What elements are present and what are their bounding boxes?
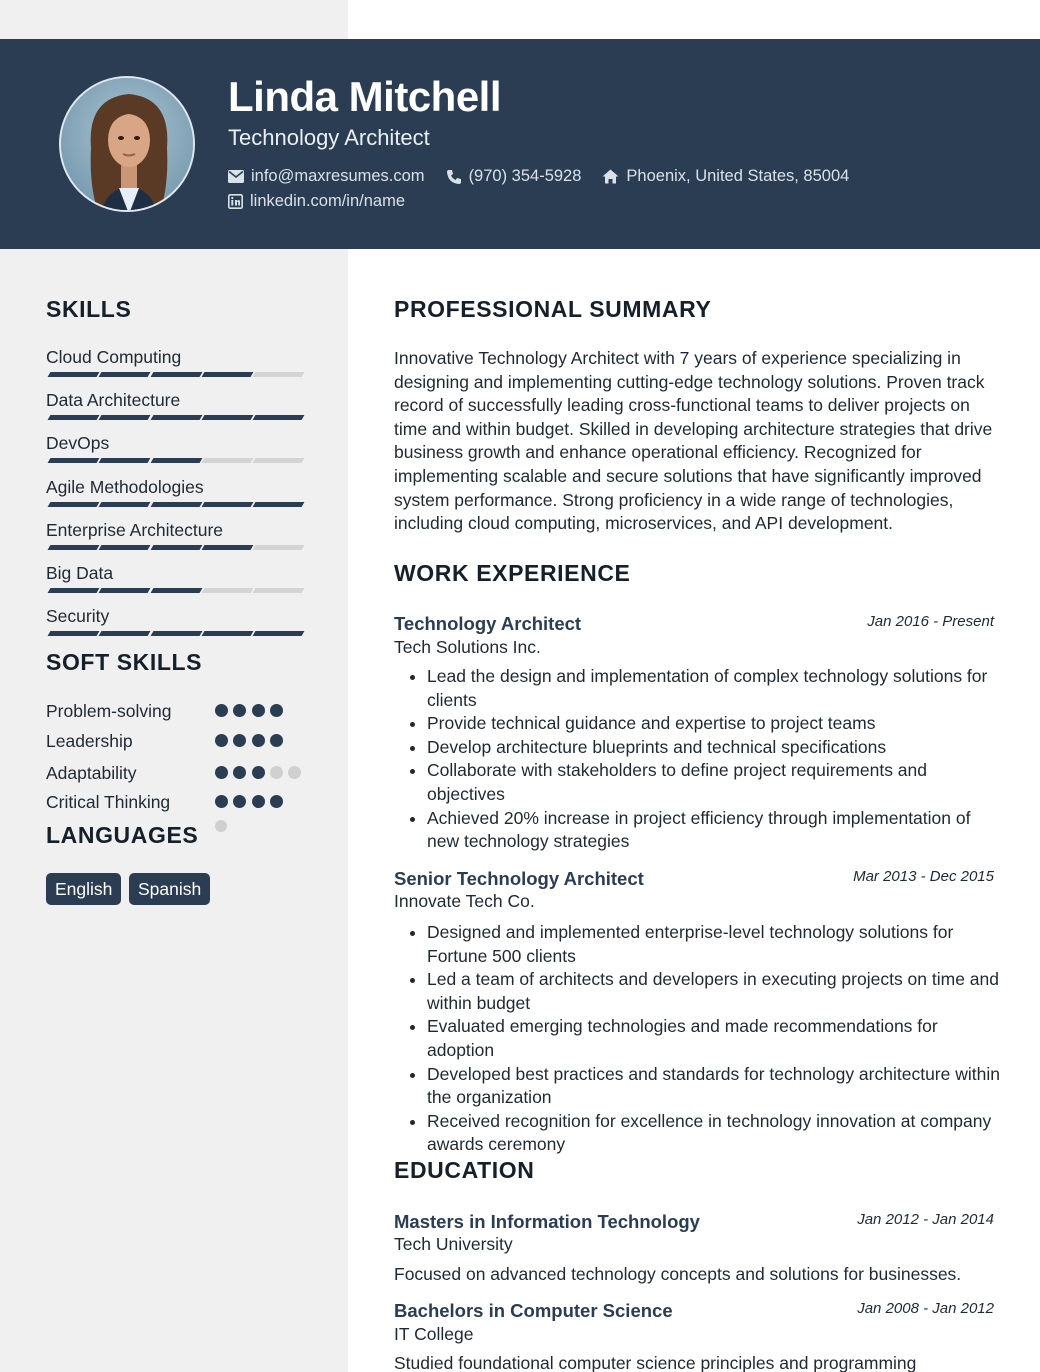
skill-level-segment <box>99 502 151 507</box>
skill-level-segment <box>99 415 151 420</box>
edu-school: Tech University <box>394 1234 513 1254</box>
envelope-icon <box>228 170 244 183</box>
bullet-item: Provide technical guidance and expertise to project teams <box>410 712 1000 736</box>
skill-row <box>46 433 306 453</box>
soft-skill-name: Leadership <box>46 731 133 751</box>
job-bullets <box>410 921 1000 1157</box>
skill-level-segment <box>253 588 305 593</box>
summary-text: Innovative Technology Architect with 7 years of experience specializing in designing and implementing cutting-edge technology solutions. Proven track record of successfully leading cross-functional teams to deliver projects on time and within budget. Skilled in developing architecture strategies that drive business growth and enhance operational efficiency. Recognized for implementing scalable and secure solutions that have significantly improved system performance. Strong proficiency in a wide range of technologies, including cloud computing, microservices, and API development. <box>394 348 993 534</box>
skill-level-segment <box>150 545 202 550</box>
rating-dot <box>215 704 228 717</box>
skill-level-segment <box>48 502 100 507</box>
skill-level-segment <box>201 588 253 593</box>
bullet-item: Received recognition for excellence in technology innovation at company awards ceremony <box>410 1110 1000 1157</box>
soft-skill-row <box>46 762 296 786</box>
soft-skill-row <box>46 791 296 815</box>
rating-dot <box>270 766 283 779</box>
soft-skill-rating <box>215 766 295 780</box>
skill-level-segment <box>150 372 202 377</box>
email-text: info@maxresumes.com <box>251 167 425 185</box>
edu-degree: Masters in Information Technology <box>394 1211 700 1232</box>
skill-level-segment <box>99 458 151 463</box>
soft-skill-name: Problem-solving <box>46 701 172 721</box>
skill-level-bar <box>46 372 302 377</box>
bullet-item: Collaborate with stakeholders to define project requirements and objectives <box>410 759 1000 806</box>
edu-description: Focused on advanced technology concepts and solutions for businesses. <box>394 1264 962 1284</box>
skill-level-segment <box>99 588 151 593</box>
skills-heading: SKILLS <box>46 296 132 322</box>
soft-skill-row <box>46 730 296 754</box>
skill-level-segment <box>48 631 100 636</box>
job-company: Innovate Tech Co. <box>394 891 535 911</box>
skill-name: Security <box>46 606 110 627</box>
resume-header <box>0 39 1040 249</box>
skill-level-segment <box>48 372 100 377</box>
skill-level-segment <box>150 415 202 420</box>
skill-name: DevOps <box>46 433 110 454</box>
bullet-item: Evaluated emerging technologies and made recommendations for adoption <box>410 1015 1000 1062</box>
contact-location <box>602 167 849 186</box>
skill-level-segment <box>253 415 305 420</box>
job-dates: Jan 2016 - Present <box>867 613 994 630</box>
skill-level-segment <box>201 372 253 377</box>
skill-name: Agile Methodologies <box>46 476 204 497</box>
contact-email[interactable] <box>228 167 425 186</box>
skill-level-segment <box>201 631 253 636</box>
job-role: Senior Technology Architect <box>394 868 644 889</box>
contact-row <box>228 167 870 186</box>
skill-level-segment <box>150 458 202 463</box>
skill-row <box>46 520 306 540</box>
edu-school: IT College <box>394 1324 474 1344</box>
rating-dot <box>252 734 265 747</box>
skill-row <box>46 563 306 583</box>
skill-level-segment <box>48 588 100 593</box>
experience-heading: WORK EXPERIENCE <box>394 560 631 586</box>
soft-skill-name: Critical Thinking <box>46 792 171 812</box>
edu-dates: Jan 2008 - Jan 2012 <box>857 1300 994 1317</box>
job-role: Technology Architect <box>394 613 582 634</box>
skill-row <box>46 606 306 626</box>
rating-dot <box>233 795 246 808</box>
skill-name: Cloud Computing <box>46 347 182 367</box>
candidate-title: Technology Architect <box>228 125 430 150</box>
avatar <box>59 76 195 212</box>
rating-dot <box>270 795 283 808</box>
edu-description: Studied foundational computer science principles and programming <box>394 1353 917 1372</box>
rating-dot <box>215 734 228 747</box>
skill-level-segment <box>201 415 253 420</box>
rating-dot <box>215 795 228 808</box>
skill-level-segment <box>99 372 151 377</box>
skill-level-segment <box>99 631 151 636</box>
linkedin-text: linkedin.com/in/name <box>250 192 405 210</box>
skill-level-bar <box>46 415 302 420</box>
skill-level-segment <box>99 545 151 550</box>
soft-skill-name: Adaptability <box>46 763 137 783</box>
edu-degree: Bachelors in Computer Science <box>394 1300 673 1321</box>
contact-linkedin[interactable] <box>228 192 405 211</box>
skill-name: Big Data <box>46 563 114 583</box>
profile-photo <box>61 78 195 212</box>
skill-level-segment <box>201 502 253 507</box>
skill-level-segment <box>253 545 305 550</box>
skill-level-segment <box>150 631 202 636</box>
bullet-item: Lead the design and implementation of complex technology solutions for clients <box>410 665 1000 712</box>
rating-dot <box>233 704 246 717</box>
skill-level-bar <box>46 588 302 593</box>
bullet-item: Achieved 20% increase in project efficiency through implementation of new technology strategies <box>410 807 1000 854</box>
summary-heading: PROFESSIONAL SUMMARY <box>394 296 712 322</box>
language-badge-english: English <box>46 873 121 905</box>
skill-level-segment <box>150 502 202 507</box>
job-dates: Mar 2013 - Dec 2015 <box>853 868 994 885</box>
rating-dot <box>215 766 228 779</box>
language-badge-spanish: Spanish <box>129 873 210 905</box>
soft-skill-row <box>46 700 296 724</box>
contact-phone[interactable] <box>446 167 582 186</box>
rating-dot <box>270 734 283 747</box>
contact-row-2 <box>228 192 426 211</box>
location-text: Phoenix, United States, 85004 <box>626 167 850 185</box>
skill-name: Data Architecture <box>46 390 181 411</box>
skill-row <box>46 477 306 497</box>
skill-name: Enterprise Architecture <box>46 519 224 540</box>
skill-level-segment <box>48 545 100 550</box>
skill-level-bar <box>46 545 302 550</box>
skill-level-bar <box>46 502 302 507</box>
skill-level-segment <box>253 458 305 463</box>
skill-level-bar <box>46 458 302 463</box>
linkedin-icon <box>228 194 243 209</box>
soft-skill-rating <box>215 734 295 748</box>
bullet-item: Developed best practices and standards for technology architecture within the organization <box>410 1063 1000 1110</box>
soft-skills-heading: SOFT SKILLS <box>46 649 203 675</box>
job-bullets <box>410 665 1000 854</box>
education-heading: EDUCATION <box>394 1157 535 1183</box>
bullet-item: Develop architecture blueprints and technical specifications <box>410 736 1000 760</box>
edu-dates: Jan 2012 - Jan 2014 <box>857 1211 994 1228</box>
bullet-item: Led a team of architects and developers in executing projects on time and within budget <box>410 968 1000 1015</box>
skill-level-bar <box>46 631 302 636</box>
rating-dot <box>270 704 283 717</box>
rating-dot <box>252 704 265 717</box>
skill-level-segment <box>201 545 253 550</box>
skill-level-segment <box>201 458 253 463</box>
bullet-item: Designed and implemented enterprise-level technology solutions for Fortune 500 clients <box>410 921 1000 968</box>
rating-dot <box>252 766 265 779</box>
skill-level-segment <box>253 372 305 377</box>
soft-skill-rating <box>215 704 295 718</box>
job-company: Tech Solutions Inc. <box>394 637 541 657</box>
phone-icon <box>446 169 462 185</box>
rating-dot <box>233 734 246 747</box>
rating-dot <box>252 795 265 808</box>
home-icon <box>602 169 619 184</box>
stray-dot <box>215 820 227 832</box>
skill-level-segment <box>48 458 100 463</box>
languages-heading: LANGUAGES <box>46 822 199 848</box>
skill-level-segment <box>48 415 100 420</box>
phone-text: (970) 354-5928 <box>468 167 582 185</box>
skill-row <box>46 347 306 367</box>
skill-level-segment <box>150 588 202 593</box>
skill-level-segment <box>253 631 305 636</box>
rating-dot <box>233 766 246 779</box>
skill-level-segment <box>253 502 305 507</box>
candidate-name: Linda Mitchell <box>228 73 502 120</box>
soft-skill-rating <box>215 795 295 809</box>
skill-row <box>46 390 306 410</box>
